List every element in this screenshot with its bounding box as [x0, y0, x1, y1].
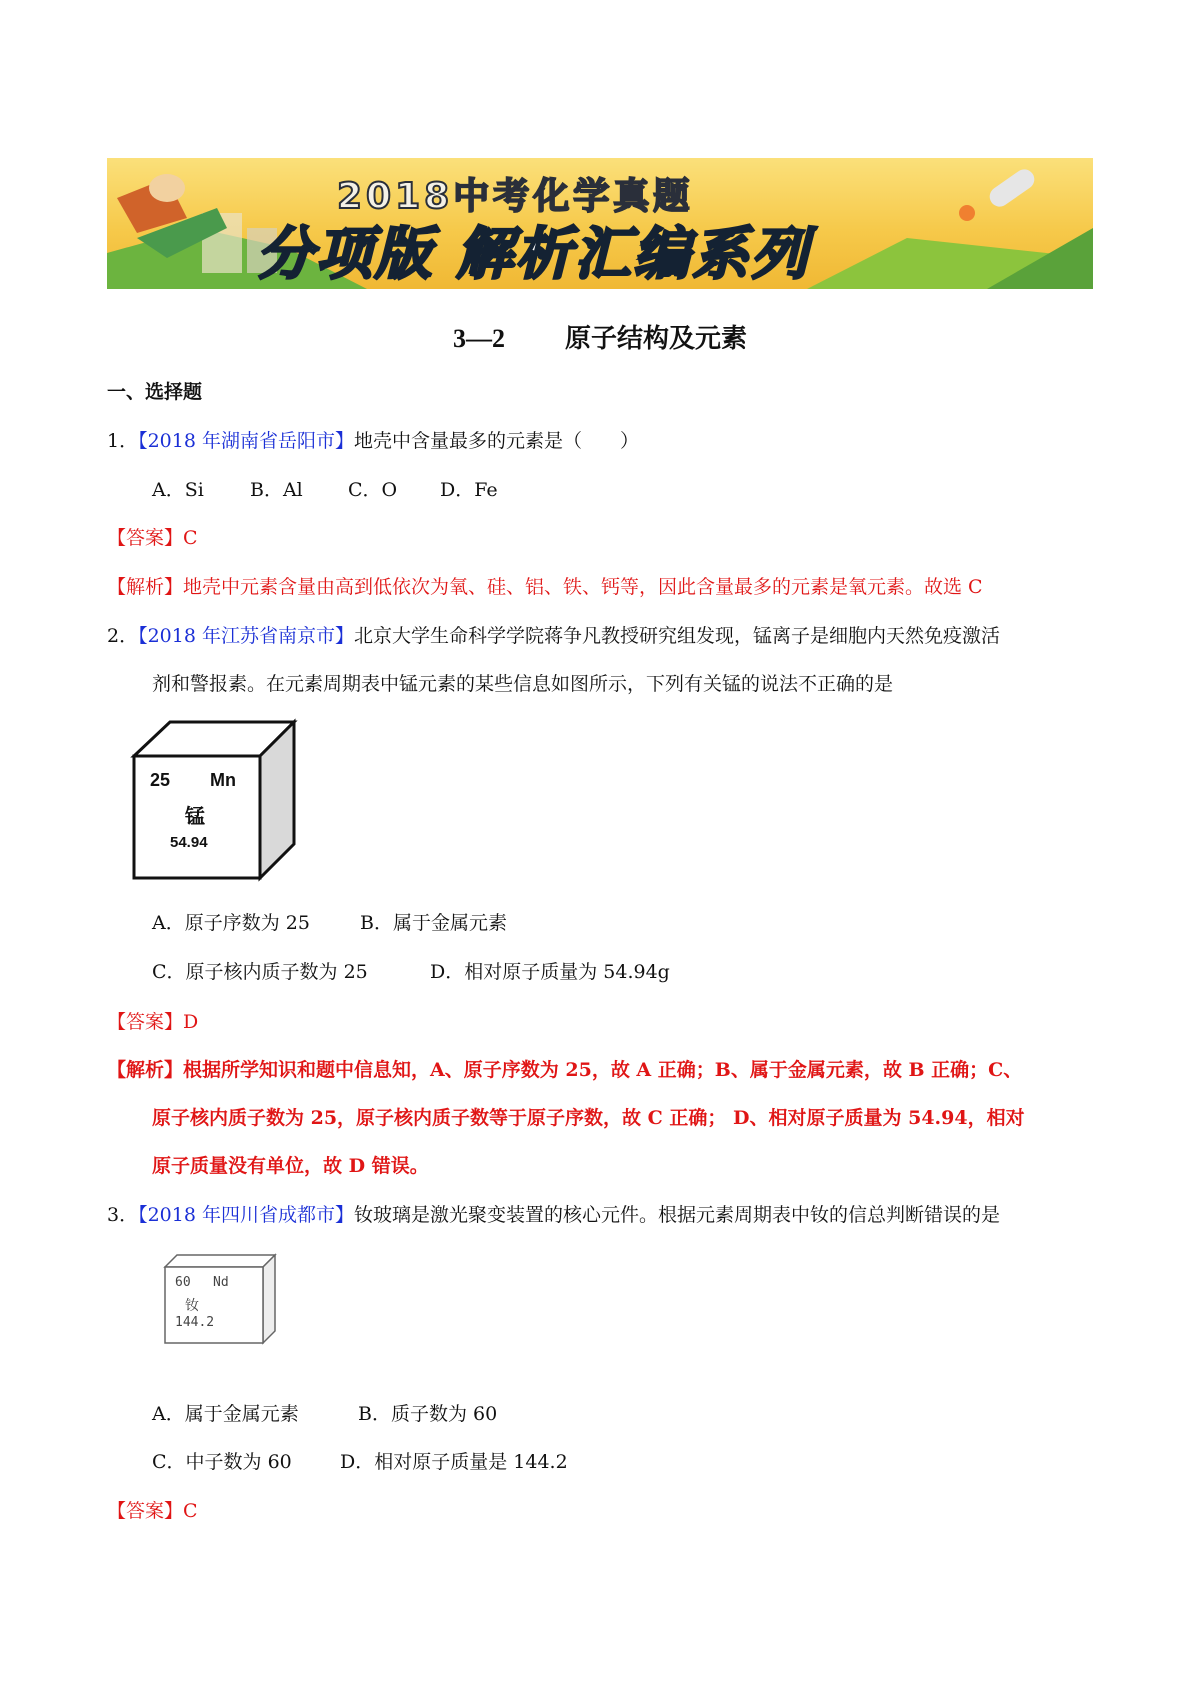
question-2-analysis-line3: 原子质量没有单位，故 D 错误。 [152, 1155, 429, 1177]
header-banner [107, 158, 1093, 289]
element-symbol: Mn [210, 770, 236, 790]
element-number: 25 [150, 770, 171, 790]
question-1-stem [107, 429, 639, 453]
question-1-analysis [107, 575, 983, 599]
title-text: 原子结构及元素 [564, 324, 747, 354]
section-heading: 一、选择题 [107, 381, 203, 403]
question-text: 地壳中含量最多的元素是（ ） [354, 430, 640, 452]
question-number: 2． [107, 625, 139, 647]
option-c: C．O [348, 479, 398, 501]
question-source: 【2018 年江苏省南京市】 [138, 625, 354, 647]
element-cube-graphic [163, 1253, 278, 1345]
answer-value: C [183, 1500, 198, 1522]
analysis-text: 地壳中元素含量由高到低依次为氧、硅、铝、铁、钙等，因此含量最多的元素是氧元素。故选 C [183, 576, 983, 598]
question-2-analysis [107, 1058, 1022, 1082]
option-a: A．Si [152, 479, 204, 501]
question-3-options-row1 [152, 1402, 497, 1426]
question-text: 钕玻璃是激光聚变装置的核心元件。根据元素周期表中钕的信总判断错误的是 [354, 1204, 1001, 1226]
analysis-text-line1: 根据所学知识和题中信息知，A、原子序数为 25，故 A 正确；B、属于金属元素，故 B 正确；C、 [183, 1059, 1023, 1081]
question-number: 1． [107, 430, 139, 452]
element-card-nd [163, 1253, 278, 1345]
question-2-options-row1 [152, 911, 507, 935]
option-c: C．原子核内质子数为 25 [152, 961, 368, 983]
element-mass: 144.2 [175, 1315, 215, 1330]
element-card-mn [130, 714, 300, 884]
page-title [0, 318, 1200, 355]
question-2-analysis-line2: 原子核内质子数为 25，原子核内质子数等于原子序数，故 C 正确； D、相对原子质量为 54.94，相对 [152, 1107, 1025, 1129]
option-c: C．中子数为 60 [152, 1451, 292, 1473]
option-b: B．Al [250, 479, 303, 501]
question-1-answer [107, 526, 198, 550]
question-source: 【2018 年湖南省岳阳市】 [138, 430, 354, 452]
title-number: 3—2 [452, 324, 505, 353]
question-2-answer [107, 1010, 198, 1034]
question-2-options-row2 [152, 960, 670, 984]
answer-label: 【答案】 [107, 1011, 184, 1033]
question-3-options-row2 [152, 1450, 568, 1474]
question-source: 【2018 年四川省成都市】 [138, 1204, 354, 1226]
answer-label: 【答案】 [107, 1500, 184, 1522]
question-3-stem [107, 1203, 1000, 1227]
option-a: A．属于金属元素 [152, 1403, 299, 1425]
element-mass: 54.94 [170, 834, 208, 851]
question-1-options [152, 478, 498, 502]
option-b: B．质子数为 60 [358, 1403, 498, 1425]
banner-title-line2: 分项版 解析汇编系列 [257, 222, 811, 287]
element-number: 60 [175, 1275, 191, 1290]
option-d: D．相对原子质量是 144.2 [340, 1451, 568, 1473]
banner-title-line1: 2018中考化学真题 [337, 176, 694, 217]
element-symbol: Nd [213, 1275, 229, 1290]
analysis-label: 【解析】 [107, 1059, 184, 1081]
option-d: D．相对原子质量为 54.94g [430, 961, 670, 983]
analysis-label: 【解析】 [107, 576, 184, 598]
element-name: 锰 [185, 804, 205, 828]
element-name: 钕 [185, 1298, 199, 1314]
question-number: 3． [107, 1204, 139, 1226]
question-2-stem [107, 624, 1000, 648]
question-3-answer [107, 1499, 198, 1523]
answer-value: D [183, 1011, 199, 1033]
option-d: D．Fe [440, 479, 498, 501]
question-text: 北京大学生命科学学院蒋争凡教授研究组发现，锰离子是细胞内天然免疫激活 [354, 625, 1001, 647]
answer-value: C [183, 527, 198, 549]
option-b: B．属于金属元素 [360, 912, 507, 934]
answer-label: 【答案】 [107, 527, 184, 549]
question-2-stem-line2: 剂和警报素。在元素周期表中锰元素的某些信息如图所示，下列有关锰的说法不正确的是 [152, 673, 894, 695]
option-a: A．原子序数为 25 [152, 912, 310, 934]
element-cube-graphic [130, 714, 300, 884]
